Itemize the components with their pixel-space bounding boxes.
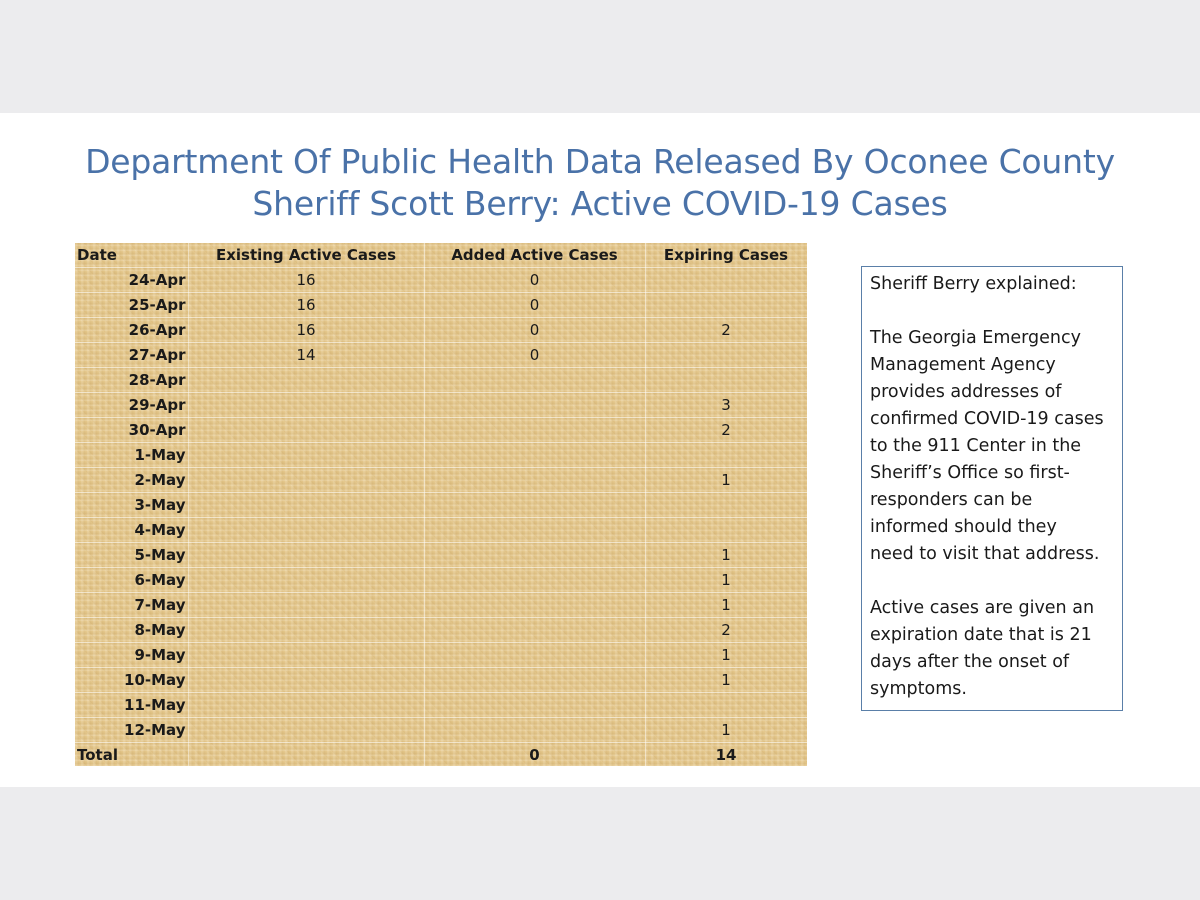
cell-added	[424, 643, 645, 668]
note-line: days after the onset of	[870, 652, 1070, 672]
cell-expiring: 2	[645, 418, 807, 443]
cell-expiring: 1	[645, 593, 807, 618]
cell-date: 7-May	[75, 593, 188, 618]
table-row	[75, 368, 807, 393]
total-existing	[188, 743, 424, 768]
cell-added: 0	[424, 268, 645, 293]
cell-existing	[188, 568, 424, 593]
table-row	[75, 693, 807, 718]
cell-expiring: 1	[645, 718, 807, 743]
cell-expiring: 1	[645, 643, 807, 668]
cases-table-container	[75, 243, 807, 766]
note-line: provides addresses of	[870, 382, 1062, 402]
note-heading: Sheriff Berry explained:	[870, 274, 1077, 294]
cell-existing	[188, 543, 424, 568]
table-row	[75, 418, 807, 443]
cell-date: 28-Apr	[75, 368, 188, 393]
table-row	[75, 618, 807, 643]
note-line: need to visit that address.	[870, 544, 1100, 564]
cell-expiring: 2	[645, 318, 807, 343]
title-line-2: Sheriff Scott Berry: Active COVID-19 Cases	[252, 184, 948, 223]
header-date: Date	[75, 243, 188, 268]
cell-date: 5-May	[75, 543, 188, 568]
cell-date: 24-Apr	[75, 268, 188, 293]
total-expiring: 14	[645, 743, 807, 768]
cell-expiring: 1	[645, 568, 807, 593]
cell-existing: 16	[188, 293, 424, 318]
table-row	[75, 443, 807, 468]
cell-existing	[188, 518, 424, 543]
cell-expiring	[645, 518, 807, 543]
cell-added	[424, 393, 645, 418]
cell-existing	[188, 468, 424, 493]
table-row	[75, 518, 807, 543]
cell-expiring: 1	[645, 668, 807, 693]
cell-expiring: 2	[645, 618, 807, 643]
note-line: confirmed COVID-19 cases	[870, 409, 1104, 429]
table-row	[75, 543, 807, 568]
cell-date: 27-Apr	[75, 343, 188, 368]
cell-added	[424, 443, 645, 468]
note-line: symptoms.	[870, 679, 967, 699]
cell-existing	[188, 368, 424, 393]
note-line: Management Agency	[870, 355, 1056, 375]
cell-added	[424, 593, 645, 618]
cell-existing: 16	[188, 268, 424, 293]
cell-existing: 14	[188, 343, 424, 368]
cell-date: 8-May	[75, 618, 188, 643]
cell-date: 10-May	[75, 668, 188, 693]
cell-existing	[188, 493, 424, 518]
note-paragraph-1	[870, 325, 1122, 568]
cell-date: 4-May	[75, 518, 188, 543]
cell-existing	[188, 643, 424, 668]
cell-added	[424, 418, 645, 443]
table-row	[75, 718, 807, 743]
cell-added	[424, 718, 645, 743]
cell-added	[424, 368, 645, 393]
cases-table	[75, 243, 808, 768]
header-expiring: Expiring Cases	[645, 243, 807, 268]
cell-expiring	[645, 443, 807, 468]
cell-existing	[188, 618, 424, 643]
cell-added	[424, 518, 645, 543]
cell-expiring: 3	[645, 393, 807, 418]
header-added: Added Active Cases	[424, 243, 645, 268]
table-row	[75, 593, 807, 618]
total-added: 0	[424, 743, 645, 768]
cell-expiring	[645, 368, 807, 393]
cell-date: 30-Apr	[75, 418, 188, 443]
cell-date: 29-Apr	[75, 393, 188, 418]
cell-expiring	[645, 343, 807, 368]
note-line: to the 911 Center in the	[870, 436, 1082, 456]
table-row	[75, 293, 807, 318]
cell-date: 12-May	[75, 718, 188, 743]
cell-added	[424, 543, 645, 568]
explanation-box	[861, 266, 1123, 711]
cell-added	[424, 468, 645, 493]
cell-added	[424, 568, 645, 593]
header-existing: Existing Active Cases	[188, 243, 424, 268]
cell-existing	[188, 593, 424, 618]
table-row	[75, 268, 807, 293]
note-line: Active cases are given an	[870, 598, 1095, 618]
cell-expiring: 1	[645, 468, 807, 493]
table-row	[75, 643, 807, 668]
table-row	[75, 493, 807, 518]
cell-date: 25-Apr	[75, 293, 188, 318]
table-row	[75, 318, 807, 343]
table-row	[75, 393, 807, 418]
cell-added	[424, 693, 645, 718]
note-line: Sheriff’s Office so first-	[870, 463, 1070, 483]
note-line: The Georgia Emergency	[870, 328, 1081, 348]
page-title	[0, 141, 1200, 225]
cell-date: 2-May	[75, 468, 188, 493]
cell-existing	[188, 668, 424, 693]
table-row	[75, 343, 807, 368]
table-row	[75, 568, 807, 593]
cell-added	[424, 493, 645, 518]
total-label: Total	[75, 743, 188, 768]
note-line: expiration date that is 21	[870, 625, 1092, 645]
cell-date: 26-Apr	[75, 318, 188, 343]
cell-existing: 16	[188, 318, 424, 343]
note-line: responders can be	[870, 490, 1033, 510]
note-line: informed should they	[870, 517, 1057, 537]
cell-expiring	[645, 293, 807, 318]
cell-added: 0	[424, 343, 645, 368]
cell-added	[424, 668, 645, 693]
cell-added: 0	[424, 318, 645, 343]
note-paragraph-2	[870, 595, 1122, 703]
table-row	[75, 468, 807, 493]
cell-date: 1-May	[75, 443, 188, 468]
cell-existing	[188, 418, 424, 443]
cell-date: 9-May	[75, 643, 188, 668]
cell-expiring	[645, 493, 807, 518]
cell-expiring	[645, 693, 807, 718]
table-header-row	[75, 243, 807, 268]
table-total-row	[75, 743, 807, 768]
title-line-1: Department Of Public Health Data Released By Oconee County	[85, 142, 1115, 181]
table-row	[75, 668, 807, 693]
cell-existing	[188, 718, 424, 743]
cell-expiring	[645, 268, 807, 293]
cell-expiring: 1	[645, 543, 807, 568]
cell-added: 0	[424, 293, 645, 318]
cell-date: 6-May	[75, 568, 188, 593]
cell-existing	[188, 443, 424, 468]
cell-existing	[188, 693, 424, 718]
cell-date: 11-May	[75, 693, 188, 718]
cell-existing	[188, 393, 424, 418]
cell-added	[424, 618, 645, 643]
cell-date: 3-May	[75, 493, 188, 518]
